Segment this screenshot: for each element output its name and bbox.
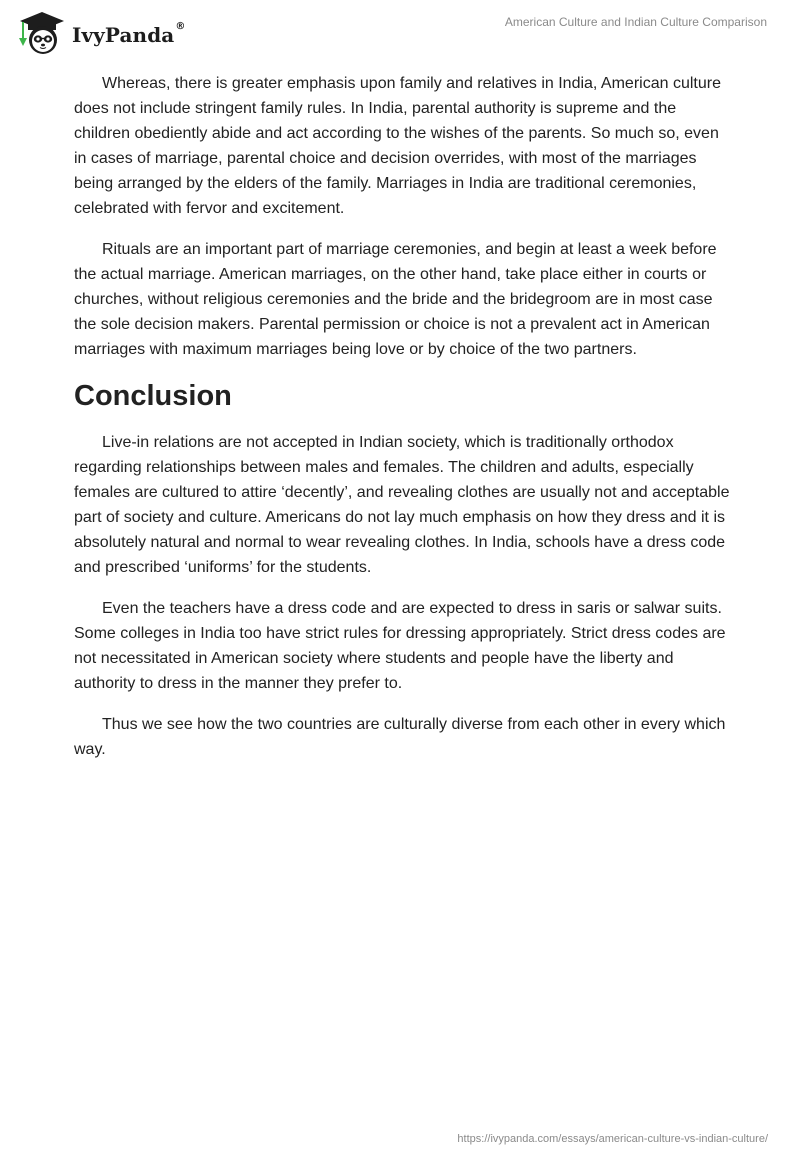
paragraph-family-rules: Whereas, there is greater emphasis upon family and relatives in India, American culture does not include stringent family rules. In India, parental authority is supreme and the children obediently abide and act according to the wishes of the parents. So much so, even in cases of marriage, parental choice and decision overrides, with most of the marriages being arranged by the elders of the family. Marriages in India are traditional ceremonies, celebrated with fervor and excitement.	[74, 75, 721, 217]
document-title: American Culture and Indian Culture Comparison	[504, 15, 767, 29]
ivypanda-logo[interactable]	[14, 8, 185, 58]
paragraph-dress-code: Even the teachers have a dress code and are expected to dress in saris or salwar suits. Some colleges in India too have strict rules for dressing appropriately. Strict dress codes are not necessitated in American society where students and people have the liberty and authority to dress in the manner they prefer to.	[74, 600, 726, 692]
conclusion-heading: Conclusion	[74, 380, 232, 412]
registered-mark: ®	[175, 21, 186, 32]
source-url-link[interactable]: https://ivypanda.com/essays/american-culture-vs-indian-culture/	[457, 1133, 768, 1145]
brand-name: IvyPanda®	[72, 21, 186, 47]
essay-body	[74, 71, 734, 778]
paragraph-live-in-relations: Live-in relations are not accepted in Indian society, which is traditionally orthodox regarding relationships between males and females. The children and adults, especially females are cultured to attire ‘decently’, and revealing clothes are usually not and acceptable part of society and culture. Americans do not lay much emphasis on how they dress and it is absolutely natural and normal to wear revealing clothes. In India, schools have a dress code and prescribed ‘uniforms’ for the students.	[74, 434, 730, 576]
page-header	[0, 0, 800, 70]
panda-graduate-icon	[14, 8, 66, 58]
paragraph-final-summary: Thus we see how the two countries are culturally diverse from each other in every which way.	[74, 716, 726, 758]
paragraph-marriage-rituals: Rituals are an important part of marriage ceremonies, and begin at least a week before the actual marriage. American marriages, on the other hand, take place either in courts or churches, without religious ceremonies and the bride and the bridegroom are in most case the sole decision makers. Parental permission or choice is not a prevalent act in American marriages with maximum marriages being love or by choice of the two partners.	[74, 241, 717, 358]
